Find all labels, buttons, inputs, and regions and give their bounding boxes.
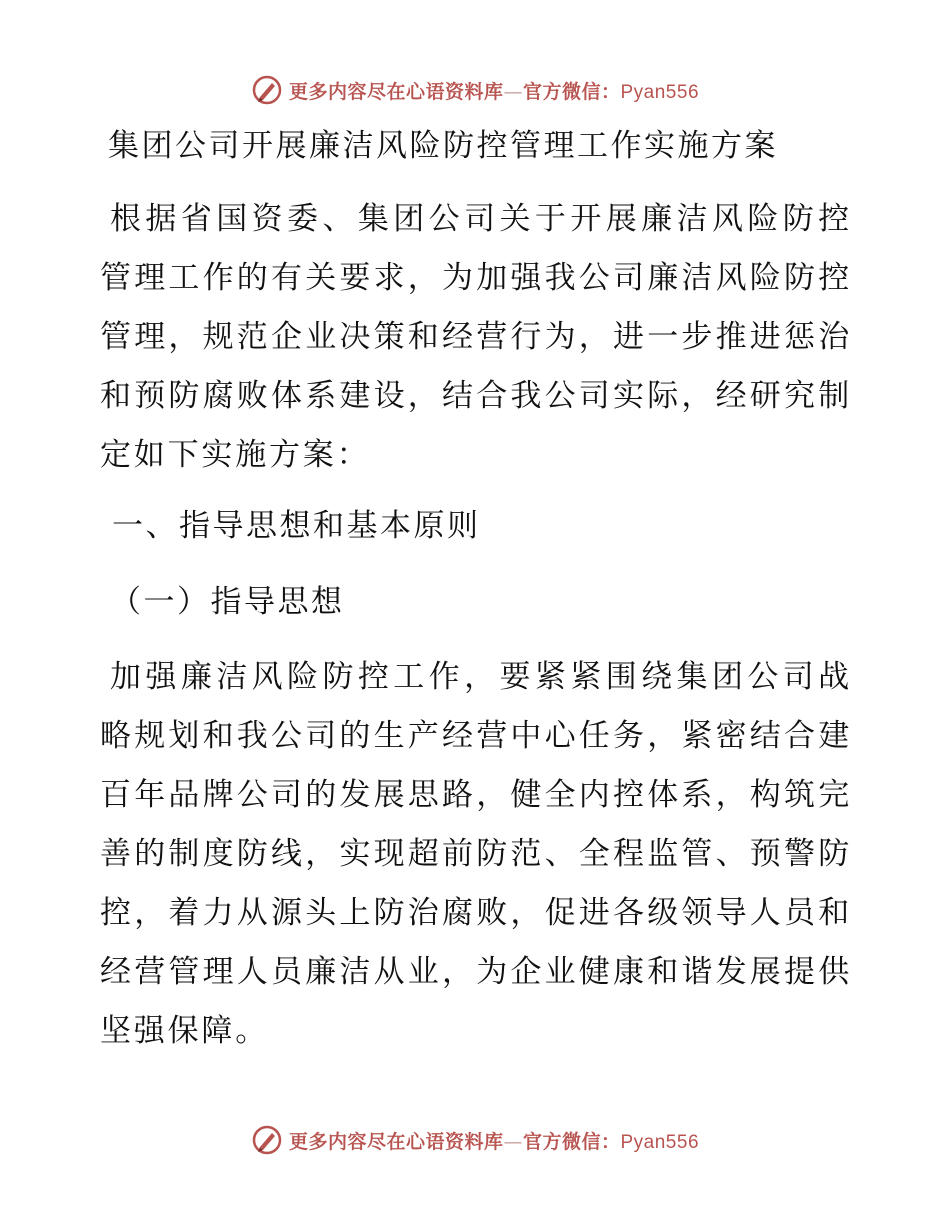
- watermark-separator: —: [503, 80, 523, 103]
- pen-logo-icon: [251, 1124, 283, 1156]
- footer-watermark: [0, 1120, 950, 1160]
- intro-paragraph: 根据省国资委、集团公司关于开展廉洁风险防控管理工作的有关要求，为加强我公司廉洁风险防控管理，规范企业决策和经营行为，进一步推进惩治和预防腐败体系建设，结合我公司实际，经研究制定如下实施方案：: [100, 201, 852, 473]
- section-heading: 一、指导思想和基本原则: [112, 508, 481, 544]
- watermark-wechat-label: 官方微信：: [522, 1130, 621, 1153]
- guiding-ideology-paragraph: 加强廉洁风险防控工作，要紧紧围绕集团公司战略规划和我公司的生产经营中心任务，紧密结合建百年品牌公司的发展思路，健全内控体系，构筑完善的制度防线，实现超前防范、全程监管、预警防控，着力从源头上防治腐败，促进各级领导人员和经营管理人员廉洁从业，为企业健康和谐发展提供坚强保障。: [100, 659, 852, 1049]
- header-watermark: [0, 70, 950, 110]
- watermark-separator: —: [503, 1130, 523, 1153]
- watermark-site: 更多内容尽在心语资料库: [288, 80, 504, 103]
- watermark-site: 更多内容尽在心语资料库: [288, 1130, 504, 1153]
- watermark-wechat-id: Pyan556: [620, 81, 700, 103]
- watermark-wechat-label: 官方微信：: [522, 80, 621, 103]
- watermark-wechat-id: Pyan556: [620, 1131, 700, 1153]
- subsection-heading: （一）指导思想: [110, 584, 345, 620]
- pen-logo-icon: [251, 74, 283, 106]
- watermark-text: [289, 77, 699, 104]
- watermark-text: [289, 1127, 699, 1154]
- document-title: 集团公司开展廉洁风险防控管理工作实施方案: [108, 128, 778, 164]
